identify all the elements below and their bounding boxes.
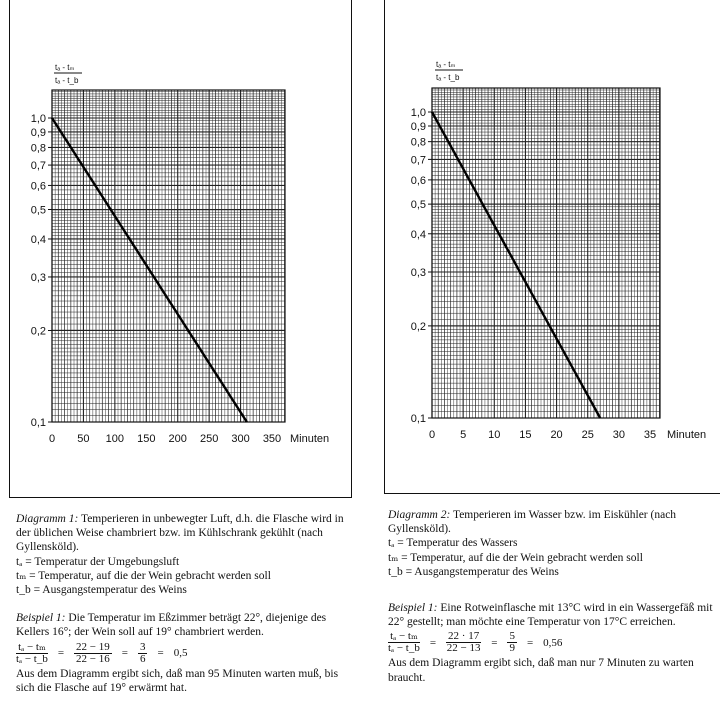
chart-1-ytick-label: 0,3 — [30, 271, 46, 284]
chart-1-xtick-label: 250 — [199, 433, 219, 445]
chart-1-ytick-label: 0,2 — [30, 325, 46, 338]
chart-1-ytick-label: 1,0 — [30, 113, 46, 125]
chart-1-ylabel-den: tₐ - t_b — [55, 76, 79, 85]
chart-1-xtick-label: 350 — [262, 433, 282, 445]
chart-1-xtick-label: 0 — [48, 433, 56, 445]
chart-2-ytick-label: 0,1 — [410, 413, 426, 425]
chart-1-ytick-label: 0,6 — [30, 180, 46, 193]
chart-2-grid — [432, 88, 660, 418]
chart-2-ylabel-num: tₐ - tₘ — [436, 60, 456, 69]
chart-2-xtick-label: 5 — [460, 429, 467, 441]
chart-2-xtick-label: 20 — [550, 429, 563, 441]
diagram-1-caption: Diagramm 1: Temperieren in unbewegter Luft, d.h. die Flasche wird in der üblichen Weise chambriert bzw. im Kühlschrank gekühlt (nach Gyllensköld). — [16, 513, 344, 554]
chart-1-ytick-label: 0,1 — [30, 417, 46, 429]
chart-1-ylabel-num: tₐ - tₘ — [55, 63, 75, 72]
chart-2-ytick-label: 0,2 — [410, 320, 426, 333]
def-left-b: t_b = Ausgangstemperatur des Weins — [16, 584, 187, 597]
chart-2-xtick-label: 15 — [519, 429, 532, 441]
definitions-left — [16, 555, 352, 598]
chart-2-ylabel-den: tₐ - t_b — [436, 73, 460, 82]
def-right-m: tₘ = Temperatur, auf die der Wein gebracht werden soll — [388, 551, 643, 564]
chart-2-xunit: Minuten — [667, 429, 707, 441]
chart-2-xtick-label: 0 — [428, 429, 436, 441]
diagram-2-label: Diagramm 2: — [388, 509, 451, 521]
def-right-b: t_b = Ausgangstemperatur des Weins — [388, 565, 559, 578]
example-1-left: Beispiel 1: Die Temperatur im Eßzimmer beträgt 22°, diejenige des Kellers 16°; der Wein soll auf 19° chambriert werden. — [16, 612, 327, 639]
def-right-a: tₐ = Temperatur des Wassers — [388, 537, 518, 550]
chart-1-xtick-label: 200 — [168, 433, 187, 445]
chart-1-ytick-label: 0,4 — [30, 233, 46, 246]
chart-1-xtick-label: 300 — [231, 433, 250, 445]
chart-1-ytick-label: 0,5 — [30, 204, 46, 217]
chart-2-ytick-label: 1,0 — [410, 107, 426, 119]
definitions-right — [388, 536, 718, 579]
chart-2-ytick-label: 0,3 — [410, 267, 426, 280]
def-left-a: tₐ = Temperatur der Umgebungsluft — [16, 555, 180, 568]
caption-right — [388, 508, 718, 685]
chart-1-ytick-label: 0,9 — [30, 126, 46, 139]
conclusion-right: Aus dem Diagramm ergibt sich, daß man nur 7 Minuten zu warten braucht. — [388, 657, 694, 684]
chart-2-xtick-label: 30 — [612, 429, 625, 441]
equation-left: $\frac{\text{tₐ − tₘ}}{\text{tₐ − t\_b}}$ = $\frac{22 - 19}{22 - 16}$ = $\frac{3}{6}$ = 0,5 — [16, 640, 188, 665]
chart-2-ytick-label: 0,5 — [410, 199, 426, 212]
diagram-1-label: Diagramm 1: — [16, 513, 79, 525]
chart-1-ytick-label: 0,7 — [30, 160, 46, 173]
chart-1-xunit: Minuten — [290, 433, 330, 445]
chart-2-xtick-label: 35 — [643, 429, 657, 441]
chart-2-ytick-label: 0,7 — [410, 154, 426, 167]
chart-2-xtick-label: 10 — [488, 429, 501, 441]
equation-right: $\frac{\text{tₐ − tₘ}}{\text{tₐ − t\_b}}$ = $\frac{22 \cdot 17}{22 - 13}$ = $\frac{5}{9}$ = 0,56 — [388, 630, 563, 655]
chart-2-ytick-label: 0,4 — [410, 228, 426, 241]
conclusion-left: Aus dem Diagramm ergibt sich, daß man 95 Minuten warten muß, bis sich die Flasche auf 19° erwärmt hat. — [16, 667, 339, 694]
chart-1-xtick-label: 50 — [77, 433, 90, 445]
chart-2-xtick-label: 25 — [581, 429, 594, 441]
example-1-right: Beispiel 1: Eine Rotweinflasche mit 13°C wird in ein Wassergefäß mit 22° gestellt; man möchte eine Temperatur von 17°C erreichen. — [388, 602, 713, 629]
chart-1-ytick-label: 0,8 — [30, 142, 46, 155]
chart-2-ytick-label: 0,8 — [410, 136, 426, 149]
caption-left — [16, 512, 352, 695]
chart-2-ytick-label: 0,9 — [410, 121, 426, 134]
def-left-m: tₘ = Temperatur, auf die der Wein gebracht werden soll — [16, 569, 271, 582]
chart-1-xtick-label: 100 — [105, 433, 125, 445]
chart-1-xtick-label: 150 — [137, 433, 156, 445]
chart-2-ytick-label: 0,6 — [410, 174, 426, 187]
diagram-2-caption: Diagramm 2: Temperieren im Wasser bzw. im Eiskühler (nach Gyllensköld). — [388, 509, 677, 536]
